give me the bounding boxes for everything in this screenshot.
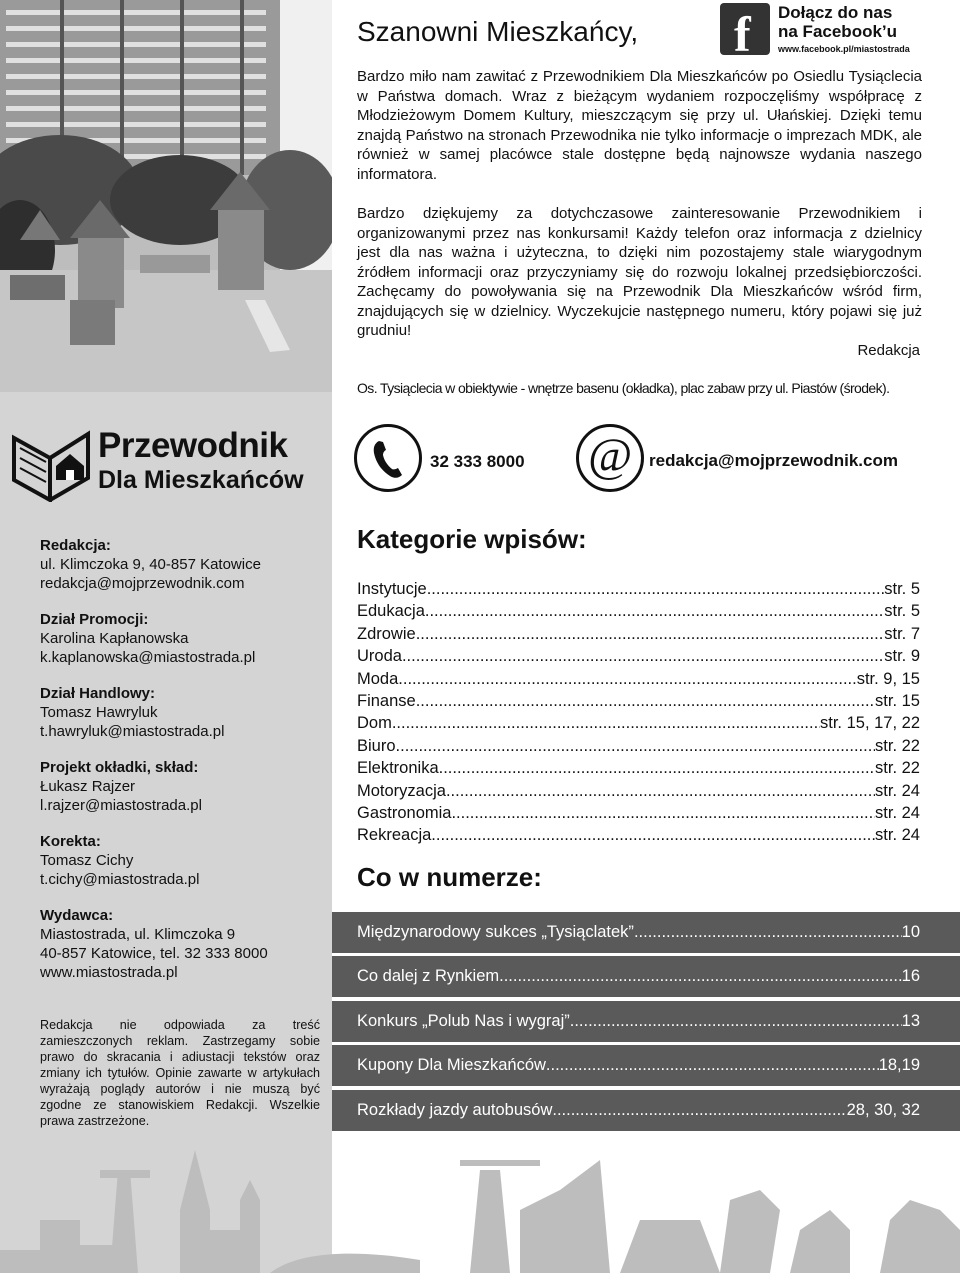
category-item bbox=[357, 668, 920, 690]
staff-heading: Dział Handlowy: bbox=[40, 685, 156, 702]
issue-name: Co dalej z Rynkiem bbox=[357, 967, 500, 985]
greeting-heading: Szanowni Mieszkańcy, bbox=[357, 16, 639, 47]
staff-block-korekta bbox=[40, 832, 320, 889]
logo-title: Przewodnik bbox=[98, 426, 288, 465]
staff-list bbox=[40, 536, 320, 999]
at-icon: @ bbox=[576, 424, 644, 492]
staff-line: Tomasz Cichy bbox=[40, 852, 134, 869]
category-name: Dom bbox=[357, 714, 392, 733]
category-item bbox=[357, 645, 920, 667]
staff-heading: Korekta: bbox=[40, 833, 101, 850]
category-page: str. 22 bbox=[875, 736, 920, 755]
category-page: str. 15, 17, 22 bbox=[820, 714, 920, 733]
issue-page: 18,19 bbox=[878, 1056, 920, 1074]
category-page: str. 22 bbox=[875, 759, 920, 778]
category-item bbox=[357, 623, 920, 645]
category-page: str. 24 bbox=[875, 781, 920, 800]
issue-title: Co w numerze: bbox=[357, 862, 542, 892]
staff-line: t.cichy@miastostrada.pl bbox=[40, 871, 200, 888]
facebook-line1: Dołącz do nas bbox=[778, 3, 893, 22]
phone-icon bbox=[354, 424, 422, 492]
category-name: Moda bbox=[357, 669, 399, 688]
issue-page: 16 bbox=[901, 967, 920, 985]
staff-line: 40-857 Katowice, tel. 32 333 8000 bbox=[40, 945, 268, 962]
contact-row bbox=[354, 424, 934, 494]
intro-paragraph-1: Bardzo miło nam zawitać z Przewodnikiem Dla Mieszkańców po Osiedlu Tysiąclecia w Państwa domach. Wraz z bieżącym wydaniem rozpoczęliśmy współpracę z Młodzieżowym Domem Kultury, mieszczącym się przy ul. Ułańskiej. Dzięki temu znajdą Państwo na stronach Przewodnika nie tylko informacje o imprezach MDK, ale również w samej placówce stale dostępne będą najnowsze wydania naszego informatora. bbox=[357, 68, 922, 183]
category-page: str. 9 bbox=[884, 647, 920, 666]
phone-number: 32 333 8000 bbox=[430, 452, 525, 471]
staff-line: k.kaplanowska@miastostrada.pl bbox=[40, 649, 256, 666]
staff-line: Miastostrada, ul. Klimczoka 9 bbox=[40, 926, 236, 943]
book-house-icon bbox=[12, 428, 92, 502]
category-name: Edukacja bbox=[357, 602, 425, 621]
category-page: str. 24 bbox=[875, 803, 920, 822]
category-name: Motoryzacja bbox=[357, 781, 446, 800]
category-name: Biuro bbox=[357, 736, 396, 755]
category-item bbox=[357, 780, 920, 802]
facebook-line2: na Facebook’u bbox=[778, 22, 898, 41]
category-page: str. 5 bbox=[884, 602, 920, 621]
categories-list bbox=[357, 578, 920, 847]
issue-name: Konkurs „Polub Nas i wygraj” bbox=[357, 1012, 570, 1030]
category-item bbox=[357, 802, 920, 824]
staff-block-promocja bbox=[40, 610, 320, 667]
issue-item bbox=[332, 912, 960, 953]
category-name: Rekreacja bbox=[357, 826, 432, 845]
staff-line: Tomasz Hawryluk bbox=[40, 704, 158, 721]
photo-caption: Os. Tysiąclecia w obiektywie - wnętrze basenu (okładka), plac zabaw przy ul. Piastów (środek). bbox=[357, 380, 890, 396]
issue-name: Międzynarodowy sukces „Tysiąclatek” bbox=[357, 923, 634, 941]
category-page: str. 7 bbox=[884, 624, 920, 643]
category-item bbox=[357, 712, 920, 734]
category-name: Instytucje bbox=[357, 580, 427, 598]
staff-block-wydawca bbox=[40, 906, 320, 982]
staff-line: Łukasz Rajzer bbox=[40, 778, 136, 795]
category-page: str. 9, 15 bbox=[856, 669, 920, 688]
staff-line: redakcja@mojprzewodnik.com bbox=[40, 575, 245, 592]
category-name: Gastronomia bbox=[357, 803, 452, 822]
staff-line: www.miastostrada.pl bbox=[40, 964, 178, 981]
logo-subtitle: Dla Mieszkańców bbox=[98, 466, 304, 494]
intro-paragraph-2: Bardzo dziękujemy za dotychczasowe zainteresowanie Przewodnikiem i organizowanymi przez nas konkursami! Każdy telefon oraz informacja z dzielnicy jest dla nas ważna i użyteczna, to dzięki nim pozostajemy stale wiarygodnym źródłem informacji oraz przyczyniamy się do rozwoju lokalnej przedsiębiorczości. Zachęcamy do powoływania się na Przewodnik Dla Mieszkańców wśród firm, znajdujących się w dzielnicy. Wyczekujcie następnego numeru, który pojawi się już grudniu! bbox=[357, 205, 922, 339]
intro-text bbox=[357, 67, 922, 361]
issue-page: 10 bbox=[901, 923, 920, 941]
facebook-icon: f bbox=[720, 3, 770, 55]
category-item bbox=[357, 600, 920, 622]
issue-name: Rozkłady jazdy autobusów bbox=[357, 1101, 553, 1119]
issue-item bbox=[332, 956, 960, 997]
category-name: Finanse bbox=[357, 691, 416, 710]
email-address: redakcja@mojprzewodnik.com bbox=[649, 451, 898, 470]
category-page: str. 24 bbox=[875, 826, 920, 845]
category-item bbox=[357, 757, 920, 779]
staff-block-handlowy bbox=[40, 684, 320, 741]
staff-block-redakcja bbox=[40, 536, 320, 593]
issue-page: 28, 30, 32 bbox=[846, 1101, 920, 1119]
staff-heading: Redakcja: bbox=[40, 537, 111, 554]
staff-line: Karolina Kapłanowska bbox=[40, 630, 189, 647]
staff-line: t.hawryluk@miastostrada.pl bbox=[40, 723, 225, 740]
issue-item bbox=[332, 1090, 960, 1131]
issue-name: Kupony Dla Mieszkańców bbox=[357, 1056, 546, 1074]
signature: Redakcja bbox=[857, 342, 920, 359]
staff-line: l.rajzer@miastostrada.pl bbox=[40, 797, 202, 814]
category-page: str. 15 bbox=[875, 691, 920, 710]
issue-item bbox=[332, 1045, 960, 1086]
facebook-banner bbox=[720, 3, 922, 62]
staff-heading: Wydawca: bbox=[40, 907, 114, 924]
playground-photo-illustration bbox=[0, 0, 332, 392]
category-item bbox=[357, 824, 920, 846]
staff-heading: Projekt okładki, skład: bbox=[40, 759, 199, 776]
category-item bbox=[357, 578, 920, 600]
category-name: Zdrowie bbox=[357, 624, 416, 643]
staff-line: ul. Klimczoka 9, 40-857 Katowice bbox=[40, 556, 261, 573]
cover-photo-playground bbox=[0, 0, 332, 392]
facebook-url: www.facebook.pl/miastostrada bbox=[778, 44, 910, 54]
categories-title: Kategorie wpisów: bbox=[357, 524, 587, 554]
issue-item bbox=[332, 1001, 960, 1042]
publication-logo bbox=[12, 426, 322, 502]
city-skyline-illustration bbox=[0, 1150, 960, 1273]
category-item bbox=[357, 690, 920, 712]
staff-block-projekt bbox=[40, 758, 320, 815]
category-item bbox=[357, 735, 920, 757]
staff-heading: Dział Promocji: bbox=[40, 611, 149, 628]
category-name: Uroda bbox=[357, 647, 402, 666]
issue-page: 13 bbox=[901, 1012, 920, 1030]
category-page: str. 5 bbox=[884, 580, 920, 598]
category-name: Elektronika bbox=[357, 759, 439, 778]
disclaimer: Redakcja nie odpowiada za treść zamieszczonych reklam. Zastrzegamy sobie prawo do skracania i adiustacji tekstów oraz zmiany ich tytułów. Opinie zawarte w artykułach wyrażają poglądy autorów i nie muszą być zgodne ze stanowiskiem Redakcji. Wszelkie prawa zastrzeżone. bbox=[40, 1018, 320, 1128]
